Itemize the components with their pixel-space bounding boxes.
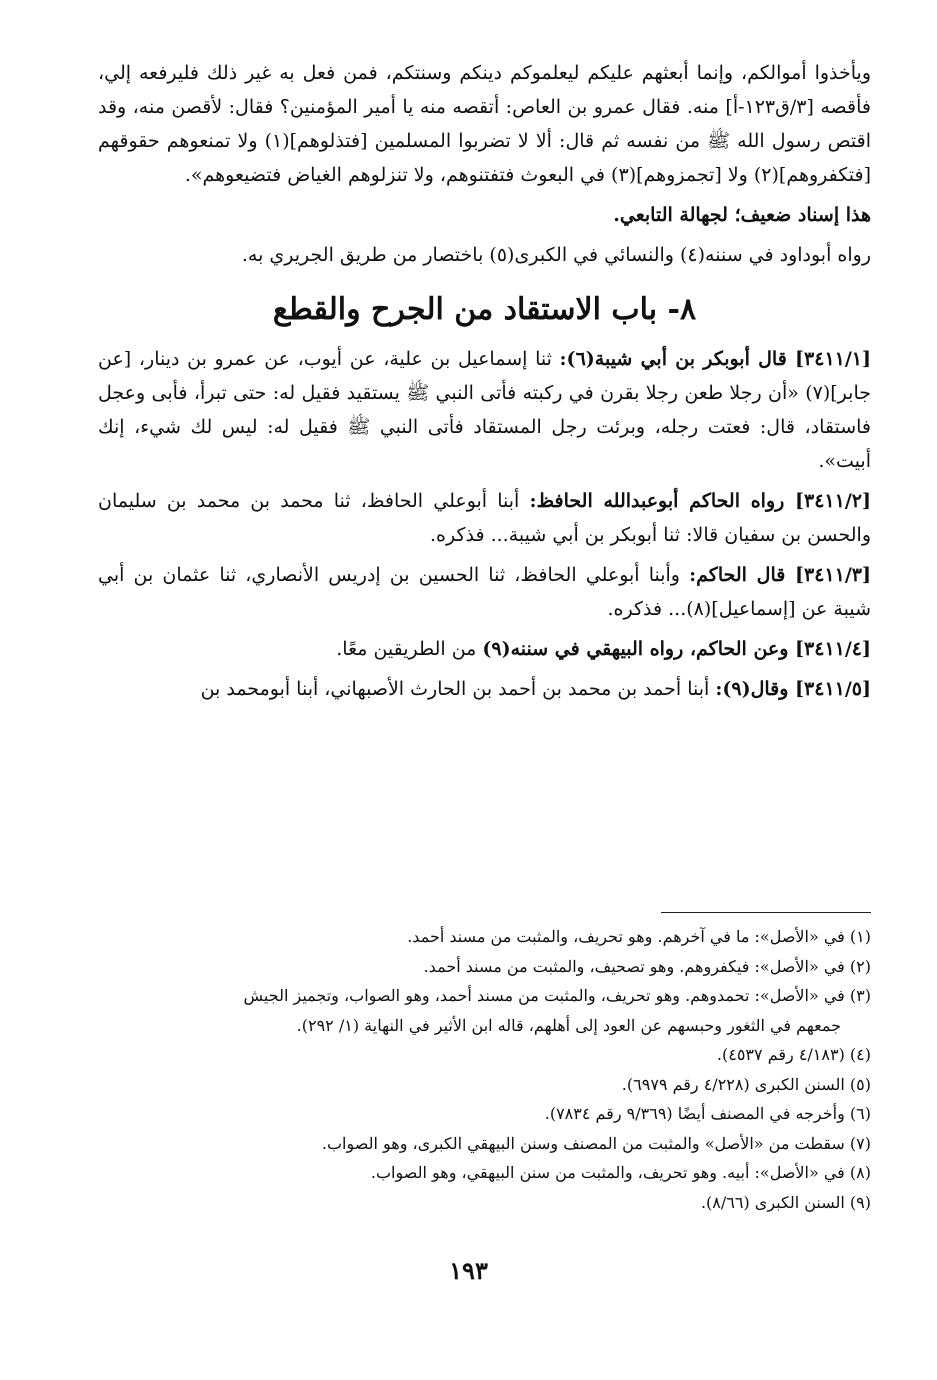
hadith-text-3: وأبنا أبوعلي الحافظ، ثنا الحسين بن إدريس الأنصاري، ثنا عثمان بن أبي شيبة عن [إسماعيل](٨)... فذكره. xyxy=(98,564,871,620)
hadith-ref-3: [٣٤١١/٣] قال الحاكم: xyxy=(689,564,871,586)
hadith-entry-2 xyxy=(98,484,871,552)
footnote-1: (١) في «الأصل»: ما في آخرهم. وهو تحريف، والمثبت من مسند أحمد. xyxy=(407,927,871,946)
footnote-3: (٣) في «الأصل»: تحمدوهم. وهو تحريف، والمثبت من مسند أحمد، وهو الصواب، وتجميز الجيش xyxy=(243,986,871,1005)
footnote-2: (٢) في «الأصل»: فيكفروهم. وهو تصحيف، والمثبت من مسند أحمد. xyxy=(423,956,871,976)
hadith-entry-3 xyxy=(98,558,871,626)
hadith-entry-1 xyxy=(98,342,871,478)
footnote-6: (٦) وأخرجه في المصنف أيضًا (٩/٣٦٩ رقم ٧٨٣٤). xyxy=(544,1104,871,1123)
takhrij-note: رواه أبوداود في سننه(٤) والنسائي في الكبرى(٥) باختصار من طريق الجريري به. xyxy=(241,244,871,266)
footnote-9: (٩) السنن الكبرى (٨/٦٦). xyxy=(700,1192,871,1212)
footnote-5: (٥) السنن الكبرى (٤/٢٢٨ رقم ٦٩٧٩). xyxy=(621,1074,871,1094)
isnad-grading: هذا إسناد ضعيف؛ لجهالة التابعي. xyxy=(613,204,871,226)
hadith-text-2: أبنا أبوعلي الحافظ، ثنا محمد بن محمد بن سليمان والحسن بن سفيان قالا: ثنا أبوبكر بن أبي شيبة... فذكره. xyxy=(98,490,871,546)
footnote-8: (٨) في «الأصل»: أبيه. وهو تحريف، والمثبت من سنن البيهقي، وهو الصواب. xyxy=(370,1163,871,1182)
chapter-heading: ٨- باب الاستقاد من الجرح والقطع xyxy=(272,292,697,327)
page-number: ١٩٣ xyxy=(449,1256,488,1285)
footnote-3-continuation: جمعهم في الثغور وحبسهم عن العود إلى أهلهم، قاله ابن الأثير في النهاية (١/ ٢٩٢). xyxy=(296,1015,841,1035)
hadith-ref-5: [٣٤١١/٥] وقال(٩): xyxy=(715,678,871,700)
hadith-entry-4 xyxy=(98,632,871,666)
hadith-text-1: ثنا إسماعيل بن علية، عن أيوب، عن عمرو بن دينار، [عن جابر](٧) «أن رجلا طعن رجلا بقرن في ركبته فأتى النبي ﷺ يستقيد فقيل له: حتى تبرأ، فأبى وعجل فاستقاد، قال: فعتت رجله، وبرئت رجل المستقاد فأتى النبي ﷺ فقيل له: ليس لك شيء، إنك أبيت». xyxy=(98,348,871,472)
footnote-divider xyxy=(661,912,871,913)
hadith-text-4: من الطريقين معًا. xyxy=(336,638,483,660)
hadith-ref-2: [٣٤١١/٢] رواه الحاكم أبوعبدالله الحافظ: xyxy=(529,490,871,512)
footnotes xyxy=(98,922,871,1217)
hadith-text-5: أبنا أحمد بن محمد بن أحمد بن الحارث الأصبهاني، أبنا أبومحمد بن xyxy=(200,678,716,700)
hadith-ref-4: [٣٤١١/٤] وعن الحاكم، رواه البيهقي في سننه(٩) xyxy=(482,638,871,660)
footnote-4: (٤) (٤/١٨٣ رقم ٤٥٣٧). xyxy=(716,1045,871,1064)
paragraph-continuation: ويأخذوا أموالكم، وإنما أبعثهم عليكم ليعلموكم دينكم وسنتكم، فمن فعل به غير ذلك فليرفعه إلي، فأقصه [٣/ق١٢٣-أ] منه. فقال عمرو بن العاص: أتقصه منه يا أمير المؤمنين؟ فقال: لأقصن منه، وقد اقتص رسول الله ﷺ من نفسه ثم قال: ألا لا تضربوا المسلمين [فتذلوهم](١) ولا تمنعوهم حقوقهم [فتكفروهم](٢) ولا [تجمزوهم](٣) في البعوث فتفتنوهم، ولا تنزلوهم الغياض فتضيعوهم». xyxy=(98,62,871,186)
footnote-7: (٧) سقطت من «الأصل» والمثبت من المصنف وسنن البيهقي الكبرى، وهو الصواب. xyxy=(321,1133,871,1153)
hadith-ref-1: [٣٤١١/١] قال أبوبكر بن أبي شيبة(٦): xyxy=(559,348,871,370)
hadith-entry-5 xyxy=(98,672,871,706)
main-text xyxy=(98,56,871,706)
